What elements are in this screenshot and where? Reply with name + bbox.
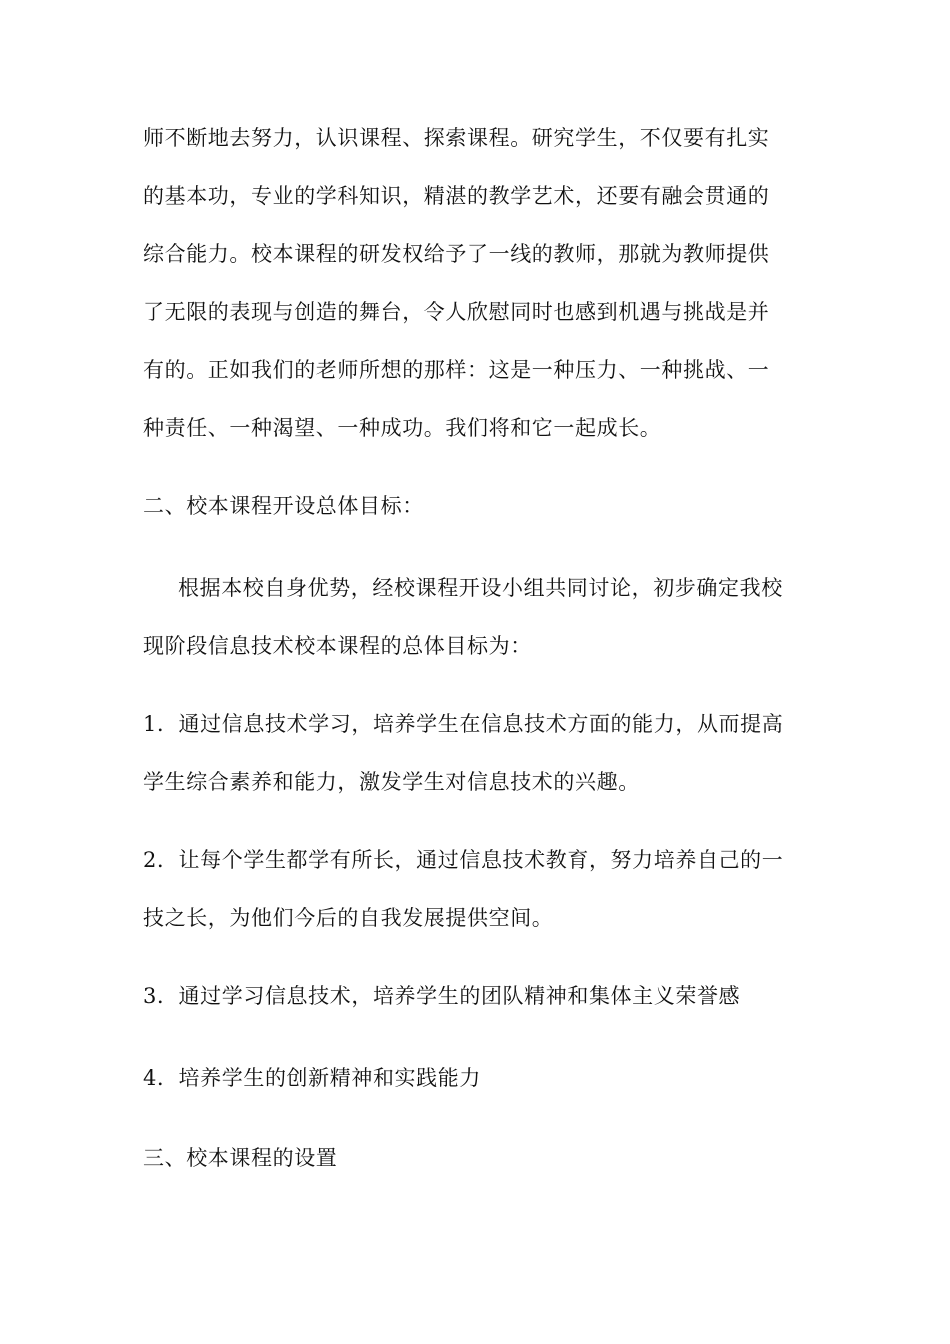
goal-item-line: 1．通过信息技术学习，培养学生在信息技术方面的能力，从而提高 — [143, 712, 784, 736]
paragraph-line: 的基本功，专业的学科知识，精湛的教学艺术，还要有融会贯通的 — [143, 184, 770, 208]
goal-item-line: 4．培养学生的创新精神和实践能力 — [143, 1066, 481, 1090]
paragraph-line: 了无限的表现与创造的舞台，令人欣慰同时也感到机遇与挑战是并 — [143, 300, 770, 324]
paragraph-line: 种责任、一种渴望、一种成功。我们将和它一起成长。 — [143, 416, 662, 440]
paragraph-line: 有的。正如我们的老师所想的那样：这是一种压力、一种挑战、一 — [143, 358, 770, 382]
intro-line: 根据本校自身优势，经校课程开设小组共同讨论，初步确定我校 — [178, 576, 783, 600]
goal-item-line: 2．让每个学生都学有所长，通过信息技术教育，努力培养自己的一 — [143, 848, 784, 872]
goal-item-line: 3．通过学习信息技术，培养学生的团队精神和集体主义荣誉感 — [143, 984, 741, 1008]
paragraph-line: 综合能力。校本课程的研发权给予了一线的教师，那就为教师提供 — [143, 242, 770, 266]
goal-item-line: 学生综合素养和能力，激发学生对信息技术的兴趣。 — [143, 770, 640, 794]
section-heading: 二、校本课程开设总体目标： — [143, 494, 424, 518]
paragraph-line: 师不断地去努力，认识课程、探索课程。研究学生，不仅要有扎实 — [143, 126, 770, 150]
section-heading: 三、校本课程的设置 — [143, 1146, 338, 1170]
goal-item-line: 技之长，为他们今后的自我发展提供空间。 — [143, 906, 554, 930]
intro-line: 现阶段信息技术校本课程的总体目标为： — [143, 634, 532, 658]
